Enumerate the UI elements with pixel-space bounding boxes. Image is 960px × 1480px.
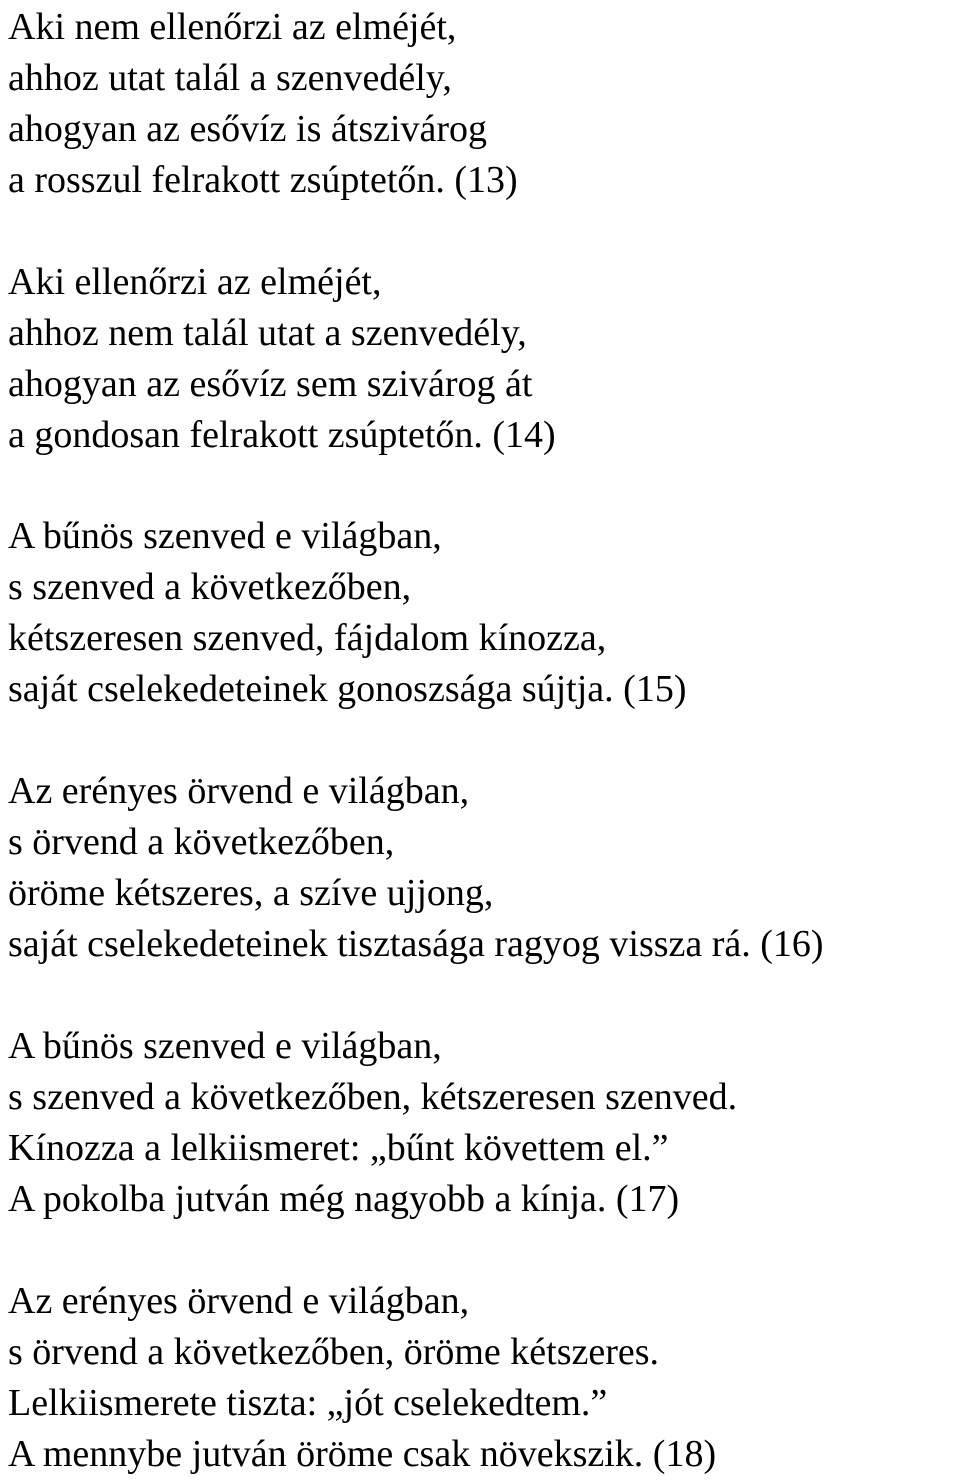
- verse-line: A bűnös szenved e világban,: [8, 1025, 442, 1067]
- verse-line: ahogyan az esővíz is átszivárog: [8, 108, 488, 150]
- verse-line: A pokolba jutván még nagyobb a kínja. (17): [8, 1178, 680, 1220]
- verse-line: öröme kétszeres, a szíve ujjong,: [8, 872, 494, 914]
- verse-line: ahogyan az esővíz sem szivárog át: [8, 363, 533, 405]
- verse-line: Aki ellenőrzi az elméjét,: [8, 261, 382, 303]
- verse-line: Lelkiismerete tiszta: „jót cselekedtem.”: [8, 1382, 608, 1424]
- verse-line: a rosszul felrakott zsúptetőn. (13): [8, 159, 518, 201]
- verse-line: s szenved a következőben, kétszeresen szenved.: [8, 1076, 738, 1118]
- verse-line: A mennybe jutván öröme csak növekszik. (18): [8, 1433, 717, 1475]
- stanza-16: [8, 766, 958, 970]
- verse-line: saját cselekedeteinek gonoszsága sújtja. (15): [8, 668, 687, 710]
- verse-line: s szenved a következőben,: [8, 566, 412, 608]
- verse-line: saját cselekedeteinek tisztasága ragyog vissza rá. (16): [8, 923, 824, 965]
- verse-line: Az erényes örvend e világban,: [8, 770, 470, 812]
- verse-line: Aki nem ellenőrzi az elméjét,: [8, 6, 457, 48]
- verse-line: s örvend a következőben, öröme kétszeres.: [8, 1331, 660, 1373]
- verse-line: Kínozza a lelkiismeret: „bűnt követtem el.”: [8, 1127, 669, 1169]
- stanza-15: [8, 511, 958, 715]
- verse-line: a gondosan felrakott zsúptetőn. (14): [8, 414, 556, 456]
- verse-line: Az erényes örvend e világban,: [8, 1280, 470, 1322]
- verse-line: s örvend a következőben,: [8, 821, 395, 863]
- stanza-13: [8, 2, 958, 206]
- verse-line: ahhoz utat talál a szenvedély,: [8, 57, 452, 99]
- verse-line: kétszeresen szenved, fájdalom kínozza,: [8, 617, 607, 659]
- stanza-18: [8, 1276, 958, 1480]
- stanza-17: [8, 1021, 958, 1225]
- verse-line: ahhoz nem talál utat a szenvedély,: [8, 312, 527, 354]
- stanza-14: [8, 257, 958, 461]
- verse-line: A bűnös szenved e világban,: [8, 515, 442, 557]
